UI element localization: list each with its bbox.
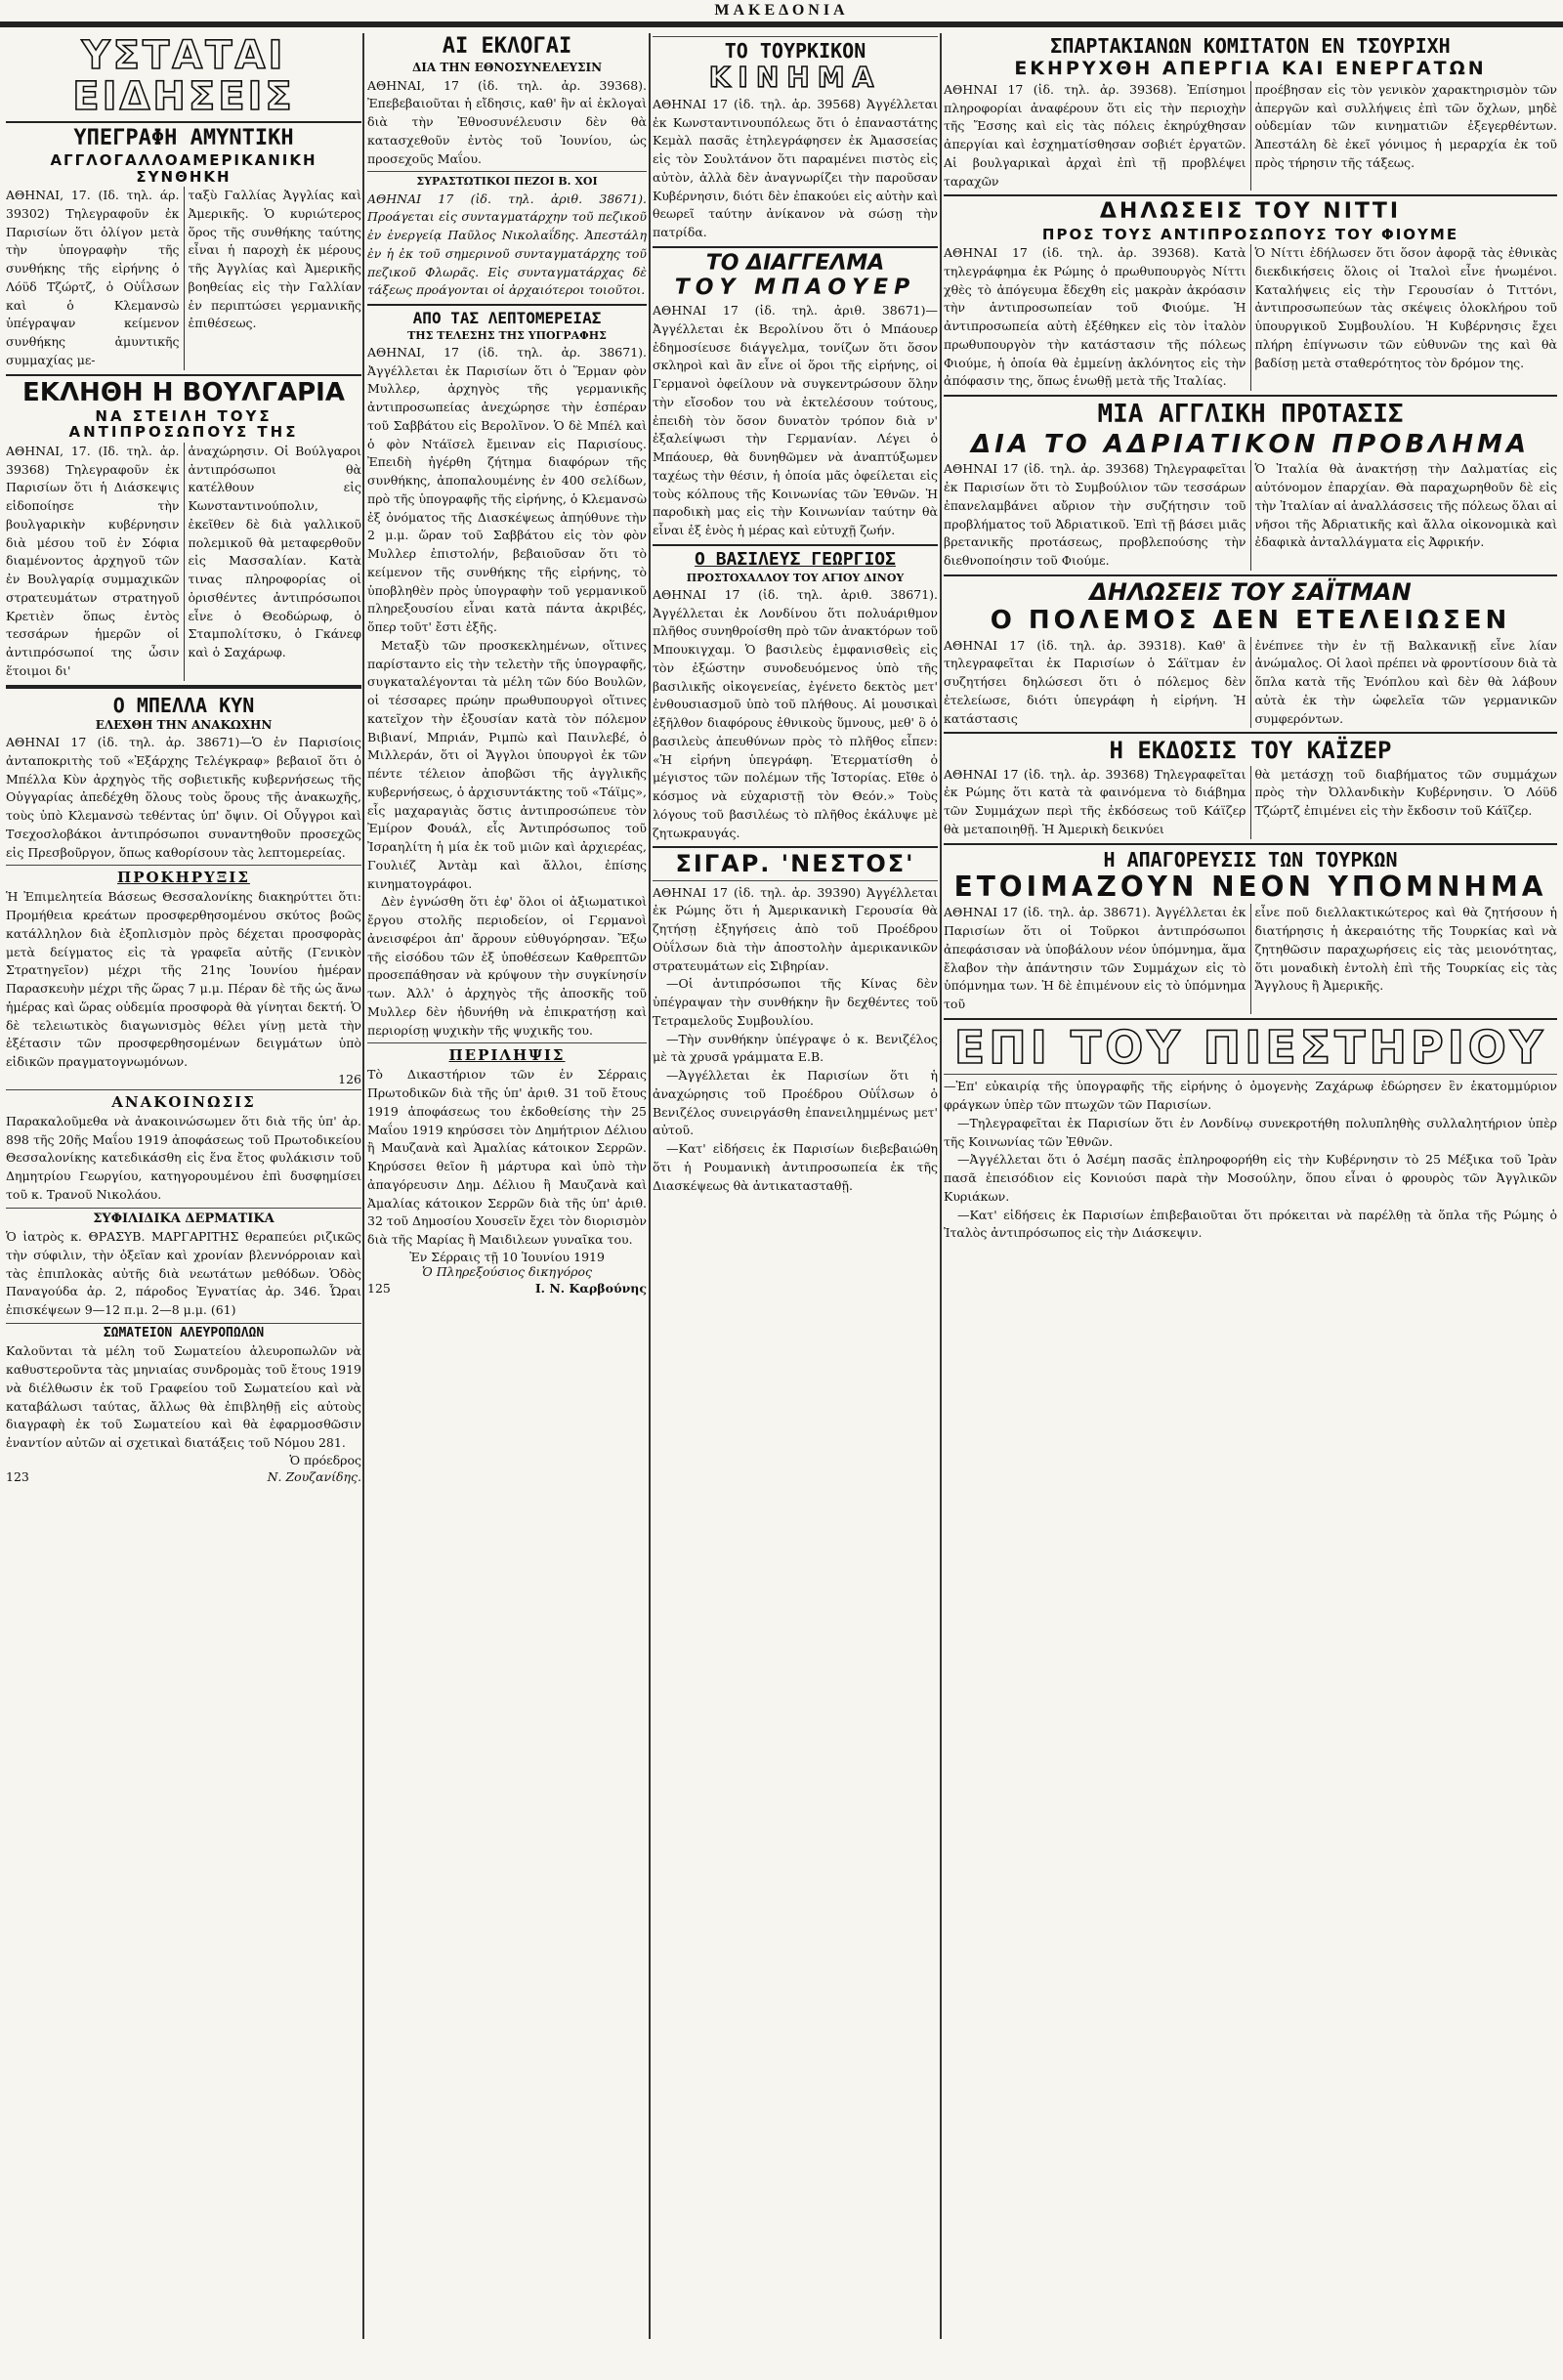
article-text: ΑΘΗΝΑΙ 17 (ἰδ. τηλ. ἀρ. 38671). Ἀγγέλλεται ἐκ Παρισίων ὅτι οἱ Τοῦρκοι ἀντιπρόσωποι ἀπεφάσισαν νὰ ὑποβάλουν νέον ὑπόμνημα, ἅμα ἔλαβον τὴν ἀπάντησιν τῶν Συμμάχων εἰς τὸ ὑπόμνημα των. Ἡ δὲ ἐπιμένουν εἰς τὸ ὑπόμνημα τοῦ xyxy=(944,905,1246,1012)
article-body xyxy=(944,637,1557,729)
divider xyxy=(367,1042,647,1043)
article-text: ΑΘΗΝΑΙ, 17. (Ιδ. τηλ. άρ. 39302) Τηλεγραφοῦν ἐκ Παρισίων ὅτι ὀλίγον μετὰ τὴν ὑπογραφὴν τῆς συνθήκης τῆς εἰρήνης ὁ Λόϋδ Τζώρτζ, ὁ Οὐΐλσων καὶ ὁ Κλεμανσὼ ὑπέγραψαν κείμενον συνθήκης ἀμυντικῆς συμμαχίας με- xyxy=(6,188,180,367)
subheadline: ΕΛΕΧΘΗ ΤΗΝ ΑΝΑΚΩΧΗΝ xyxy=(95,717,273,732)
headline: Ο ΜΠΕΛΛΑ ΚΥΝ xyxy=(112,693,255,717)
divider xyxy=(944,574,1557,576)
headline: Η ΕΚΔΟΣΙΣ ΤΟΥ ΚΑΪΖΕΡ xyxy=(1109,737,1392,765)
divider xyxy=(944,1018,1557,1020)
headline: Ο ΒΑΣΙΛΕΥΣ ΓΕΩΡΓΙΟΣ xyxy=(695,548,896,570)
article-body xyxy=(6,187,361,370)
divider xyxy=(653,846,938,848)
signature-row xyxy=(6,1469,361,1484)
article-text: —Ἐπ' εὐκαιρίᾳ τῆς ὑπογραφῆς τῆς εἰρήνης ὁ ὁμογενὴς Ζαχάρωφ ἐδώρησεν ἓν ἑκατομμύριον φράγκων ὑπὲρ τῶν πτωχῶν τῶν Παρισίων. xyxy=(944,1079,1557,1113)
headline: ΤΟ ΤΟΥΡΚΙΚΟΝ xyxy=(724,39,866,63)
article-text: Μεταξὺ τῶν προσκεκλημένων, οἵτινες παρίσταντο εἰς τὴν τελετὴν τῆς ὑπογραφῆς, συγκαταλέγονται τὰ μέλη τῶν δύο Βουλῶν, οἱ τέσσαρες πρώην πρωθυπουργοὶ οἵτινες κατεῖχον τὴν ἐξουσίαν κατὰ τὸν πόλεμον Βιβιανί, Μπριάν, Ριμπὼ καὶ Παινλεβέ, ὁ Μιλλεράν, ὅτι οἱ Ἄγγλοι ὑπουργοὶ ἐκ τῶν πέντε τέλειον ἀποβῶσι τῆς ἀγγλικῆς κυβερνήσεως, ὁ ἀρχισυντάκτης τοῦ «Τάϊμς», εἷς μαχαραγιὰς ὅστις ἀντιπροσώπευε τὸν Ἐμίρον Φουάλ, εἷς Ἀντιπρόσωπος τοῦ Ἰσραηλίτη ἡ μία ἐκ τοῦ μιῶν καὶ ἀρχιερέας, Γουλιέζ Ἀντὰμ καὶ ἄλλοι, ἐπίσης κινηματογράφοι. xyxy=(367,637,647,891)
headline: ΤΟ ΔΙΑΓΓΕΛΜΑ xyxy=(705,250,885,276)
column-divider xyxy=(940,33,942,2339)
signature-title: Ὁ Πληρεξούσιος δικηγόρος xyxy=(421,1263,592,1279)
subheadline: ΚΙΝΗΜΑ xyxy=(708,62,882,94)
divider xyxy=(653,880,938,881)
article-text: —Ἀγγέλλεται ὅτι ὁ Ἀσέμη πασᾶς ἐπληροφορήθη εἰς τὴν Κυβέρνησιν τὸ 25 Μέξικα τοῦ Ἰρὰν πασᾶ ἐπεισόδιον εἰς Κονιούσι παρὰ τὴν Μοσούλην, ὅπου εἶναι ὁ φρουρὸς τῶν Ἀγγλικῶν Κυριάκων. xyxy=(944,1152,1557,1204)
divider xyxy=(944,395,1557,397)
masthead: ΜΑΚΕΔΟΝΙΑ xyxy=(714,2,849,19)
divider xyxy=(367,171,647,172)
divider xyxy=(653,36,938,37)
column-divider xyxy=(362,33,364,2339)
divider xyxy=(653,246,938,248)
article-text: Ἡ Ἐπιμελητεία Βάσεως Θεσσαλονίκης διακηρύττει ὅτι: Προμήθεια κρεάτων προσφερθησομένου σκύτος βοῶς κατάλληλον διὰ ἐξοπλισμὸν πρὸς δέχεται προσφορὰς μετὰ δείγματος εἰς τὰ γραφεῖα αὐτῆς (Γενικὸν Στρατηγεῖον) μέχρι τῆς 21ης Ἰουνίου ἡμέραν Παρασκευὴν μέχρι τῆς ὥρας 7 μ.μ. Πέραν δὲ τῆς ὡς ἄνω ἡμέρας καὶ ὥρας οὐδεμία προσφορὰ θὰ γίνηται δεκτή. Ὁ δὲ τελειωτικὸς διαγωνισμὸς θέλει γίνῃ μετὰ τὴν ἐξέτασιν τῶν προσφερθησομένων δειγμάτων ὑπὸ εἰδικῶν πραγματογνωμόνων. xyxy=(6,889,361,1070)
headline: ΥΠΕΓΡΑΦΗ ΑΜΥΝΤΙΚΗ xyxy=(73,126,294,150)
article-text: ΑΘΗΝΑΙ, 17 (ἰδ. τηλ. ἀρ. 39368). Ἐπεβεβαιοῦται ἡ εἴδησις, καθ' ἣν αἱ ἐκλογαὶ διὰ τὴν Ἐθνοσυνέλευσιν δὲν θὰ κατασχεθοῦν ἐντὸς τοῦ Ἰουνίου, ὡς προσεχοῦς Μαΐου. xyxy=(367,77,647,166)
divider xyxy=(6,1323,361,1324)
ad-number: 126 xyxy=(338,1071,361,1086)
headline: ΔΗΛΩΣΕΙΣ ΤΟΥ ΝΙΤΤΙ xyxy=(1099,199,1402,225)
subheadline: ΝΑ ΣΤΕΙΛΗ ΤΟΥΣ ΑΝΤΙΠΡΟΣΩΠΟΥΣ ΤΗΣ xyxy=(68,406,299,442)
headline: ΠΕΡΙΛΗΨΙΣ xyxy=(448,1046,566,1065)
headline: ΑΠΟ ΤΑΣ ΛΕΠΤΟΜΕΡΕΙΑΣ xyxy=(412,309,602,328)
top-rule xyxy=(0,21,1563,27)
article-text: —Οἱ ἀντιπρόσωποι τῆς Κίνας δὲν ὑπέγραψαν τὴν συνθήκην ἣν δεχθέντες τοῦ Τετραμελοῦς Συμβουλίου. xyxy=(653,976,938,1028)
divider xyxy=(367,304,647,306)
article-text: Δὲν ἐγνώσθη ὅτι ἐφ' ὅλοι οἱ ἀξιωματικοὶ ἔργου στολῆς περιοδείον, οἱ Γερμανοὶ ἀνεισφέροι ἀπ' ἄρρουν εὐθυγόρησαν. Ἔξω τῆς εἰσόδου τῶν ἐξ ὑποθέσεων Καθρεπτῶν προσεπάθησαν νὰ κρύψουν τὴν συγκίνησίν των. Ἀλλ' ὁ ἀρχηγὸς τῆς ἀποσκῆς τοῦ Μυλλερ δὲν ἠδυνήθη νὰ ἐπικρατήσῃ καὶ περιορίσῃ ψυχικὴν τῆς ψυχικῆς του. xyxy=(367,894,647,1038)
divider xyxy=(944,1074,1557,1075)
divider xyxy=(944,843,1557,845)
headline: ΑΙ ΕΚΛΟΓΑΙ xyxy=(442,34,572,59)
divider xyxy=(944,194,1557,196)
subheadline: ΔΙΑ ΤΟ ΑΔΡΙΑΤΙΚΟΝ ΠΡΟΒΛΗΜΑ xyxy=(970,429,1531,459)
headline: Η ΑΠΑΓΟΡΕΥΣΙΣ ΤΩΝ ΤΟΥΡΚΩΝ xyxy=(1103,847,1398,871)
article-text: ΑΘΗΝΑΙ 17 (ἰδ. τηλ. ἀριθ. 38671). Ἀγγέλλεται ἐκ Λονδίνου ὅτι πολυάριθμον πλῆθος συνηθροίσθη πρὸ τῶν ἀνακτόρων τοῦ Μπουκιγχαμ. Ὁ βασιλεὺς ἐμφανισθεὶς εἰς τὸν ἐξώστην συνοδευόμενος ὑπὸ τῆς βασιλικῆς οἰκογενείας, ἐγένετο δεκτὸς μετ' ἐνθουσιασμοῦ ὑπὸ τοῦ πλήθους. Αἱ μουσικαὶ ἐξῆλθον διαφόρους ἐθνικοὺς ὕμνους, μεθ' ὃ ὁ βασιλεὺς ἀπευθύνων πρὸς τὸ πλῆθος εἶπεν: «Ἡ εἰρήνη ὑπεγράφη. Ἐτερματίσθη ὁ μέγιστος τῶν πολέμων τῆς Ἱστορίας. Εἴθε ὁ κόσμος νὰ εὐχαριστῇ τὸν Θεόν.» Τοὺς λόγους τοῦ βασιλέως τὸ πλῆθος ἐκάλυψε μὲ ζητωκραυγάς. xyxy=(653,586,938,840)
subheadline: ΠΡΟΣ ΤΟΥΣ ΑΝΤΙΠΡΟΣΩΠΟΥΣ ΤΟΥ ΦΙΟΥΜΕ xyxy=(1041,225,1459,243)
article-body xyxy=(6,443,361,681)
cigarette-ad: ΣΙΓΑΡ. 'ΝΕΣΤΟΣ' xyxy=(675,850,915,878)
article-text: ΑΘΗΝΑΙ, 17. (Ιδ. τηλ. ἀρ. 39368) Τηλεγραφοῦν ἐκ Παρισίων ὅτι ἡ Διάσκεψις εἰδοποίησε τὴν βουλγαρικὴν κυβέρνησιν διὰ μέσου τοῦ ἐν Σόφια διαμένοντος ἀρχηγοῦ τῶν ἐν Βουλγαρίᾳ συμμαχικῶν στρατευμάτων στρατηγοῦ Κρετιὲν ὅπως ἐντὸς τεσσάρων ἡμερῶν οἱ ἀντιπρόσωποί της ὦσιν ἕτοιμοι δι' xyxy=(6,443,180,678)
article-text: Ὁ ἰατρὸς κ. ΘΡΑΣΥΒ. ΜΑΡΓΑΡΙΤΗΣ θεραπεύει ριζικῶς τὴν σύφιλιν, τὴν ὀξεῖαν καὶ χρονίαν βλεννόρροιαν καὶ τὰς ἐπιπλοκὰς αὐτῆς διὰ νεωτάτων μεθόδων. Ὁδὸς Παναγούδα ἀρ. 2, πάροδος Ἐγνατίας ἀρ. 346. Ὧραι ἐπισκέψεων 9—12 π.μ. 2—8 μ.μ. (61) xyxy=(6,1229,361,1318)
article-text: Τὸ Δικαστήριον τῶν ἐν Σέρραις Πρωτοδικῶν διὰ τῆς ὑπ' ἀριθ. 31 τοῦ ἔτους 1919 ἀποφάσεως του ἐκδοθείσης τὴν 25 Μαΐου 1919 κηρύσσει τὸν Δημήτριον Δέλιου ἢ Μαυζανὰ καὶ Ἀμαλίας κάτοικον Σερρῶν. Κηρύσσει θεῖον ἢ μάρτυρα καὶ ὑπὸ τὴν ἀπαγόρευσιν Δημ. Δέλιου ἢ Μαυζανὰ καὶ Ἀμαλίας κάτοικον Σερρῶν διὰ τῆς ὑπ' ἀριθ. 32 τοῦ Δημοσίου Χουσεῖν ἔχει τὸν διορισμὸν διὰ τῆς Μαρίας ἢ Μαιδιλεων γυναῖκα του. xyxy=(367,1067,647,1248)
article-text: ΑΘΗΝΑΙ 17 (ἰδ. τηλ. ἀρ. 39368). Ἐπίσημοι πληροφορίαι ἀναφέρουν ὅτι εἰς τὴν περιοχὴν τῆς Ἔσσης καὶ εἰς τὰς πόλεις ἐκηρύχθησαν ἀπεργίαι καὶ ἐσχηματίσθησαν σοβιέτ ἐργατῶν. Αἱ βουλγαρικαὶ ἀρχαὶ ἐπὶ τῇ προβλέψει ταραχῶν xyxy=(944,81,1246,189)
article-text: ΑΘΗΝΑΙ 17 (ἰδ. τηλ. ἀριθ. 38671)—Ἀγγέλλεται ἐκ Βερολίνου ὅτι ὁ Μπάουερ ἐδημοσίευσε διάγγελμα, τονίζων ὅτι ὅσον σκληροὶ καὶ ἂν εἶνε οἱ ὅροι τῆς εἰρήνης, οἱ Γερμανοὶ ὀφείλουν νὰ συγκεντρώσουν ὅλην τὴν εἴσοδον του νὰ ἐκτελέσουν τούτους, ἐπειδὴ τὸν ὅσον δυνατὸν τρόπον διὰ ν' ἐξαλείψωσι τὴν Γερμανίαν. Λέγει ὁ Μπάουερ, θὰ δυνηθῶμεν νὰ ἀναπτύξωμεν ταχέως τὴν θέσιν, ἡ ὁποία μᾶς ὀφείλεται εἰς τοὺς κόλπους τῆς Κοινωνίας τῶν Ἐθνῶν. Ἡ παροδικὴ μας εἰς τὴν Κοινωνίαν ταύτην θὰ εἶναι ἐξ ἑνὸς ἡ μέρας καὶ εὐτυχῇ ζωήν. xyxy=(653,303,938,538)
column-4 xyxy=(944,33,1557,1243)
subheadline: Ο ΠΟΛΕΜΟΣ ΔΕΝ ΕΤΕΛΕΙΩΣΕΝ xyxy=(990,605,1511,635)
signature-place: Ἐν Σέρραις τῇ 10 Ἰουνίου 1919 xyxy=(409,1249,605,1264)
headline: ΜΙΑ ΑΓΓΛΙΚΗ ΠΡΟΤΑΣΙΣ xyxy=(1097,400,1404,430)
article-text: ΑΘΗΝΑΙ 17 (ἰδ. τηλ. ἀρ. 39568) Ἀγγέλλεται ἐκ Κωνσταντινουπόλεως ὅτι ὁ ἐπαναστάτης Κεμὰλ πασᾶς ἐτηλεγράφησεν ἐκ Ἀμασσείας εἰς τὸν Σουλτάνον ὅτι παραμένει πιστὸς εἰς αὐτὸν, ἀλλὰ δὲν ἀναγνωρίζει τὴν παροῦσαν Κυβέρνησιν, διότι δὲν ἐπακούει εἰς αὐτὴν καὶ θεωρεῖ ταύτην ἀνίκανον νὰ σώσῃ τὴν πατρίδα. xyxy=(653,96,938,240)
article-text: Παρακαλοῦμεθα νὰ ἀνακοινώσωμεν ὅτι διὰ τῆς ὑπ' ἀρ. 898 τῆς 20ῆς Μαΐου 1919 ἀποφάσεως τοῦ Πρωτοδικείου Θεσσαλονίκης κατεδικάσθη εἰς ἕνα ἔτος φυλάκισιν τοῦ Δημητρίου Γεωργίου, κατηγορουμένου ἐπὶ δυσφημίσει τοῦ κ. Τρανοῦ Νικολάου. xyxy=(6,1113,361,1202)
signature-name: Ι. Ν. Καρβούνης xyxy=(534,1280,647,1296)
article-text: Ὁ Νίττι ἐδήλωσεν ὅτι ὅσον ἀφορᾷ τὰς ἐθνικὰς διεκδικήσεις ὅλοις οἱ Ἰταλοὶ εἶνε ἡνωμένοι. Καταλήψεις εἰς τὴν Γερουσίαν ὁ Τιττόνι, ἀντιπροσωπεύων τὰς σκέψεις ὁλοκλήρου τοῦ ὑπουργικοῦ Συμβουλίου. Ἡ Κυβέρνησις ἔχει πλήρη ἐπίγνωσιν τῶν εὐθυνῶν της καὶ θὰ βαδίσῃ μετὰ σταθερότητος τὸν δρόμον της. xyxy=(1254,245,1557,370)
subheadline: ΤΟΥ ΜΠΑΟΥΕΡ xyxy=(674,275,916,300)
signature-title: Ὁ πρόεδρος xyxy=(289,1452,361,1467)
column-divider xyxy=(649,33,651,2339)
ad-number: 125 xyxy=(367,1280,391,1296)
signature-name: Ν. Ζουζανίδης. xyxy=(267,1468,361,1484)
article-body xyxy=(944,904,1557,1014)
article-text: θὰ μετάσχῃ τοῦ διαβήματος τῶν συμμάχων πρὸς τὴν Ὀλλανδικὴν Κυβέρνησιν. Ὁ Λόϋδ Τζώρτζ ἐπιμένει εἰς τὴν ἔκδοσιν τοῦ Κάϊζερ. xyxy=(1254,766,1557,819)
headline: ΔΗΛΩΣΕΙΣ ΤΟΥ ΣΑΪΤΜΑΝ xyxy=(1089,577,1412,606)
article-text: —Κατ' εἰδήσεις ἐκ Παρισίων διεβεβαιώθη ὅτι ἡ Ρουμανικὴ ἀντιπροσωπεία ἐκ τῆς Διασκέψεως θὰ ἀντικατασταθῇ. xyxy=(653,1141,938,1193)
section-title: ΕΠΙ ΤΟΥ ΠΙΕΣΤΗΡΙΟΥ xyxy=(953,1020,1547,1074)
article-text: ΑΘΗΝΑΙ 17 (ἰδ. τηλ. ἀρ. 38671)—Ὁ ἐν Παρισίοις ἀνταποκριτὴς τοῦ «Ἐξάρχης Τελέγκραφ» βεβαιοῖ ὅτι ὁ Μπέλλα Κὺν ἀρχηγὸς τῆς σοβιετικῆς κυβερνήσεως τῆς Οὑγγαρίας ἀπεδέχθη ὅλους τοὺς ὅρους τῆς ἀνακωχῆς, τοὺς ὑπὸ Κλεμανσὼ τεθέντας ὑπ' ὄψιν. Οἱ Οὗγγροι καὶ Τσεχοσλοβάκοι ἀντιπρόσωποι συναντηθοῦν προσεχῶς εἰς Πρεσβοῦργον, ὅπως καθορίσουν τὰς λεπτομερείας. xyxy=(6,735,361,860)
article-body xyxy=(944,460,1557,571)
subheadline: ΤΗΣ ΤΕΛΕΣΗΣ ΤΗΣ ΥΠΟΓΡΑΦΗΣ xyxy=(407,328,607,342)
article-text: ΑΘΗΝΑΙ, 17 (ἰδ. τηλ. ἀρ. 38671). Ἀγγέλλεται ἐκ Παρισίων ὅτι ὁ Ἕρμαν φὸν Μυλλερ, ἀρχηγὸς τῆς γερμανικῆς ἀντιπροσωπείας ἀνεχώρησε τὴν ἑσπέραν τοῦ Σαββάτου εἰς Βερολῖνον. Ὁ δὲ Μπέλ καὶ ὁ φὸν Ντάϊσελ ἔμειναν εἰς Παρισίους. Ἐπειδὴ ἠγέρθη ζήτημα διαφόρων τῆς συνθήκης, ἀποπαλουμένης ἐν 400 σελίδων, πρὸ τῆς ὑπογραφῆς τῆς εἰρήνης, ὁ Κλεμανσὼ ἐξ ὀνόματος τῆς Διασκέψεως ἀπηύθυνε τὴν 2 μ.μ. ὥραν τοῦ Σαββάτου εἰς τὸν φὸν Μυλλερ ἐπιστολήν, βεβαιοῦσαν ὅτι τὸ κείμενον τῆς συνθήκης τῆς εἰρήνης, τὸ ὑποβληθὲν πρὸς ὑπογραφὴν τοῦ γερμανικοῦ πληρεξουσίου εἶναι κατὰ πάντα ἀκριβές, ὅπερ τοῦτ' ἔστι ἐξῆς. xyxy=(367,344,647,635)
column-1 xyxy=(6,33,361,1484)
lower-columns xyxy=(6,693,361,1484)
article-text: ΑΘΗΝΑΙ 17 (ἰδ. τηλ. ἀριθ. 38671). Προάγεται εἰς συνταγματάρχην τοῦ πεζικοῦ ἐν ἐνεργείᾳ Παῦλος Νικολαΐδης. Ἀπεστάλη ἐν ἡ ἐκ τοῦ σημερινοῦ συνταγματάρχης τοῦ πεζικοῦ Φλωρᾶς. Εἰς συνταγματάρχας δὲ τάξεως προάγονται οἱ ἀρχαιότεροι τοιοῦτοι. xyxy=(367,191,647,298)
article-text: ΑΘΗΝΑΙ 17 (ἰδ. τηλ. ἀρ. 39318). Καθ' ἃ τηλεγραφεῖται ἐκ Παρισίων ὁ Σάϊτμαν ἐν συζητήσει δηλώσεσι ὅτι ὁ πόλεμος δὲν ἐτελείωσε, διότι ὑπεγράφη ἡ εἰρήνη. Ἡ κατάστασις xyxy=(944,637,1246,726)
headline: ΣΥΡΑΣΤΩΤΙΚΟΙ ΠΕΖΟΙ Β. ΧΟΙ xyxy=(416,175,598,189)
article-text: —Ἀγγέλλεται ἐκ Παρισίων ὅτι ἡ ἀναχώρησις τοῦ Προέδρου Οὐΐλσων ὁ Βενιζέλος συνειργάσθη ἐπανειλημμένως μετ' αὐτοῦ. xyxy=(653,1068,938,1138)
divider xyxy=(6,865,361,866)
article-text: ΑΘΗΝΑΙ 17 (ἰδ. τηλ. ἀρ. 39368). Κατὰ τηλεγράφημα ἐκ Ρώμης ὁ πρωθυπουργὸς Νίττι χθὲς τὸ ἀπόγευμα ἔδεχθη εἰς μακρὰν ἀκρόασιν τὴν ἀντιπροσωπείαν τοῦ Φιούμε. Ἡ ἀντιπροσωπεία αὐτὴ ἐξέθηκεν εἰς τὸν ἰταλὸν πρωθυπουργὸν τὴν κατάστασιν τῆς πόλεως Φιούμε, ἡ ὁποία θὰ ἐμμείνῃ ἀκλόνητος εἰς τὴν ἀπόφασιν της, ὅπως ἑνωθῇ μετὰ τῆς Ἰταλίας. xyxy=(944,245,1246,389)
article-text: ἐνέπνεε τὴν ἐν τῇ Βαλκανικῇ εἶνε λίαν ἀνώμαλος. Οἱ λαοὶ πρέπει νὰ φροντίσουν διὰ τὰ ὅπλα κατὰ τῆς Ἐνόπλου καὶ δὲν θὰ λάβουν αὐτὰ ἐκ τὴν ὠφελεῖα τῶν γερμανικῶν συμφερόντων. xyxy=(1254,637,1557,726)
subheadline: ΔΙΑ ΤΗΝ ΕΘΝΟΣΥΝΕΛΕΥΣΙΝ xyxy=(411,61,603,75)
article-text: Καλοῦνται τὰ μέλη τοῦ Σωματείου ἀλευροπωλῶν νὰ καθυστεροῦντα τὰς μηνιαίας συνδρομὰς τοῦ ἔτους 1919 νὰ διέλθωσιν ἐκ τοῦ Γραφείου τοῦ Σωματείου καὶ νὰ καταβάλωσι ταύτας, ἄλλως θὰ ἐπιβληθῇ εἰς αὐτοὺς διαγραφὴ ἐκ τοῦ Σωματείου καὶ θὰ ἐφαρμοσθῶσιν ἐναντίον αὐτῶν αἱ σχετικαὶ διατάξεις τοῦ Νόμου 281. xyxy=(6,1343,361,1451)
article-text: ταξὺ Γαλλίας Ἀγγλίας καὶ Ἀμερικῆς. Ὁ κυριώτερος ὅρος τῆς συνθήκης ταύτης εἶναι ἡ παροχὴ ἐκ μέρους τῆς Ἀγγλίας καὶ Ἀμερικῆς βοηθείας εἰς τὴν Γαλλίαν ἐν περιπτώσει γερμανικῆς ἐπιθέσεως. xyxy=(188,188,361,331)
divider xyxy=(944,732,1557,734)
headline: ΑΝΑΚΟΙΝΩΣΙΣ xyxy=(111,1092,256,1111)
subheadline: ΕΤΟΙΜΑΖΟΥΝ ΝΕΟΝ ΥΠΟΜΝΗΜΑ xyxy=(953,870,1547,903)
divider xyxy=(6,121,361,123)
divider xyxy=(6,685,361,689)
article-text: προέβησαν εἰς τὸν γενικὸν χαρακτηρισμὸν τῶν ἀπεργῶν καὶ συλλήψεις ἐπὶ τῶν ὄχλων, μηδὲ οὐδεμίαν τῶν κινηματιῶν ἐξεγερθέντων. Ἀπεστάλη δὲ ἐκεῖ γόνιμος ἡ μεραρχία ἐκ τοῦ πρὸς τήρησιν τῆς τάξεως. xyxy=(1254,81,1557,170)
article-text: ΑΘΗΝΑΙ 17 (ἰδ. τηλ. ἀρ. 39390) Ἀγγέλλεται ἐκ Ρώμης ὅτι ἡ Ἀμερικανικὴ Γερουσία θὰ ζητήσῃ ἐξηγήσεις ἀπὸ τοῦ Προέδρου Οὐΐλσων διὰ τὴν ἀποστολὴν ἀμερικανικῶν στρατευμάτων εἰς Σιβηρίαν. xyxy=(653,884,938,973)
column-3 xyxy=(653,33,938,1195)
ad-number: 123 xyxy=(6,1468,29,1484)
article-text: —Τηλεγραφεῖται ἐκ Παρισίων ὅτι ἐν Λονδίνῳ συνεκροτήθη πολυπληθὴς συλλαλητήριον ὑπὲρ τῆς Κοινωνίας τῶν Ἐθνῶν. xyxy=(944,1115,1557,1149)
article-body xyxy=(944,244,1557,391)
signature-row xyxy=(367,1281,647,1296)
divider xyxy=(653,544,938,546)
article-body xyxy=(944,766,1557,839)
headline: ΣΥΦΙΛΙΔΙΚΑ ΔΕΡΜΑΤΙΚΑ xyxy=(93,1211,275,1226)
divider xyxy=(6,1208,361,1209)
headline: ΕΚΛΗΘΗ Η ΒΟΥΛΓΑΡΙΑ xyxy=(22,377,345,407)
article-text: Ὁ Ἰταλία θὰ ἀνακτήσῃ τὴν Δαλματίας εἰς αὐτόνομον ἐπαρχίαν. Θὰ παραχωρηθοῦν δὲ εἰς τὴν Ἰταλίαν αἱ ἀναλλάσσεις τῆς πόλεως ὅλαι αἱ νῆσοι τῆς Ἀδριατικῆς καὶ ἄλλα οἰκονομικὰ καὶ ἐδαφικὰ ἀνταλλάγματα εἰς Ἀφρικήν. xyxy=(1254,461,1557,550)
subheadline: ΑΓΓΛΟΓΑΛΛΟΑΜΕΡΙΚΑΝΙΚΗ ΣΥΝΘΗΚΗ xyxy=(50,151,317,186)
divider xyxy=(6,1089,361,1090)
article-text: ΑΘΗΝΑΙ 17 (ἰδ. τηλ. ἀρ. 39368) Τηλεγραφεῖται ἐκ Ρώμης ὅτι κατὰ τὰ φαινόμενα τὸ διάβημα τῶν Συμμάχων περὶ τῆς ἐκδόσεως τοῦ Κάϊζερ θὰ μεταποιηθῇ. Ἡ Ἀμερικὴ δεικνύει xyxy=(944,766,1246,836)
column-2 xyxy=(367,33,647,1296)
article-body xyxy=(944,81,1557,191)
headline: ΣΠΑΡΤΑΚΙΑΝΩΝ ΚΟΜΙΤΑΤΟΝ ΕΝ ΤΣΟΥΡΙΧΗ xyxy=(1050,34,1451,58)
headline: ΣΩΜΑΤΕΙΟΝ ΑΛΕΥΡΟΠΩΛΩΝ xyxy=(103,1325,265,1340)
subheadline: ΠΡΟΣΤΟΧΑΛΛΟΥ ΤΟΥ ΑΓΙΟΥ ΔΙΝΟΥ xyxy=(686,571,905,584)
article-text: —Τὴν συνθήκην ὑπέγραψε ὁ κ. Βενιζέλος μὲ τὰ χρυσᾶ γράμματα Ε.Β. xyxy=(653,1031,938,1065)
subheadline: ΕΚΗΡΥΧΘΗ ΑΠΕΡΓΙΑ ΚΑΙ ΕΝΕΡΓΑΤΩΝ xyxy=(1014,58,1487,79)
headline: ΠΡΟΚΗΡΥΞΙΣ xyxy=(117,869,250,887)
divider xyxy=(6,374,361,376)
section-title: ΥΣΤΑΤΑΙ ΕΙΔΗΣΕΙΣ xyxy=(72,33,295,119)
article-text: —Κατ' εἰδήσεις ἐκ Παρισίων ἐπιβεβαιοῦται ὅτι πρόκειται νὰ παρέλθῃ τὰ ὅπλα τῆς Ρώμης ὁ Ἰταλὸς ἀντιπρόσωπος εἰς τὴν Διάσκεψιν. xyxy=(944,1207,1557,1241)
article-text: εἶνε ποῦ διελλακτικώτερος καὶ θὰ ζητήσουν ἡ διατήρησις ἡ ἀκεραιότης τῆς Τουρκίας καὶ νὰ ζητηθῶσιν παραχωρήσεις εἰς τὰς μειονότητας, ὅτι μοναδικὴ ἐντολὴ ἐπὶ τῆς Τουρκίας εἰς τὰς Ἄγγλους ἢ Ἀμερικῆς. xyxy=(1254,905,1557,994)
article-text: ΑΘΗΝΑΙ 17 (ἰδ. τηλ. ἀρ. 39368) Τηλεγραφεῖται ἐκ Παρισίων ὅτι τὸ Συμβούλιον τῶν τεσσάρων ἐπανελαμβάνει αὔριον τὴν συζήτησιν τοῦ προβλήματος τοῦ Ἀδριατικοῦ. Ἐπὶ τῇ βάσει μιᾶς βρετανικῆς προτάσεως, προβλεπούσης τὴν διεθνοποίησιν τοῦ Φιούμε. xyxy=(944,461,1246,569)
article-text: ἀναχώρησιν. Οἱ Βούλγαροι ἀντιπρόσωποι θὰ κατέλθουν εἰς Κωνσταντινούπολιν, ἐκεῖθεν δὲ διὰ γαλλικοῦ πολεμικοῦ θὰ μεταφερθοῦν εἰς Μασσαλίαν. Κατὰ τινας πληροφορίας οἱ ὁρισθέντες ἀντιπρόσωποι εἶνε ὁ Θεοδώρωφ, ὁ Σταμπολίτσκυ, ὁ Γκάνεφ καὶ ὁ Σαχάρωφ. xyxy=(188,443,361,660)
